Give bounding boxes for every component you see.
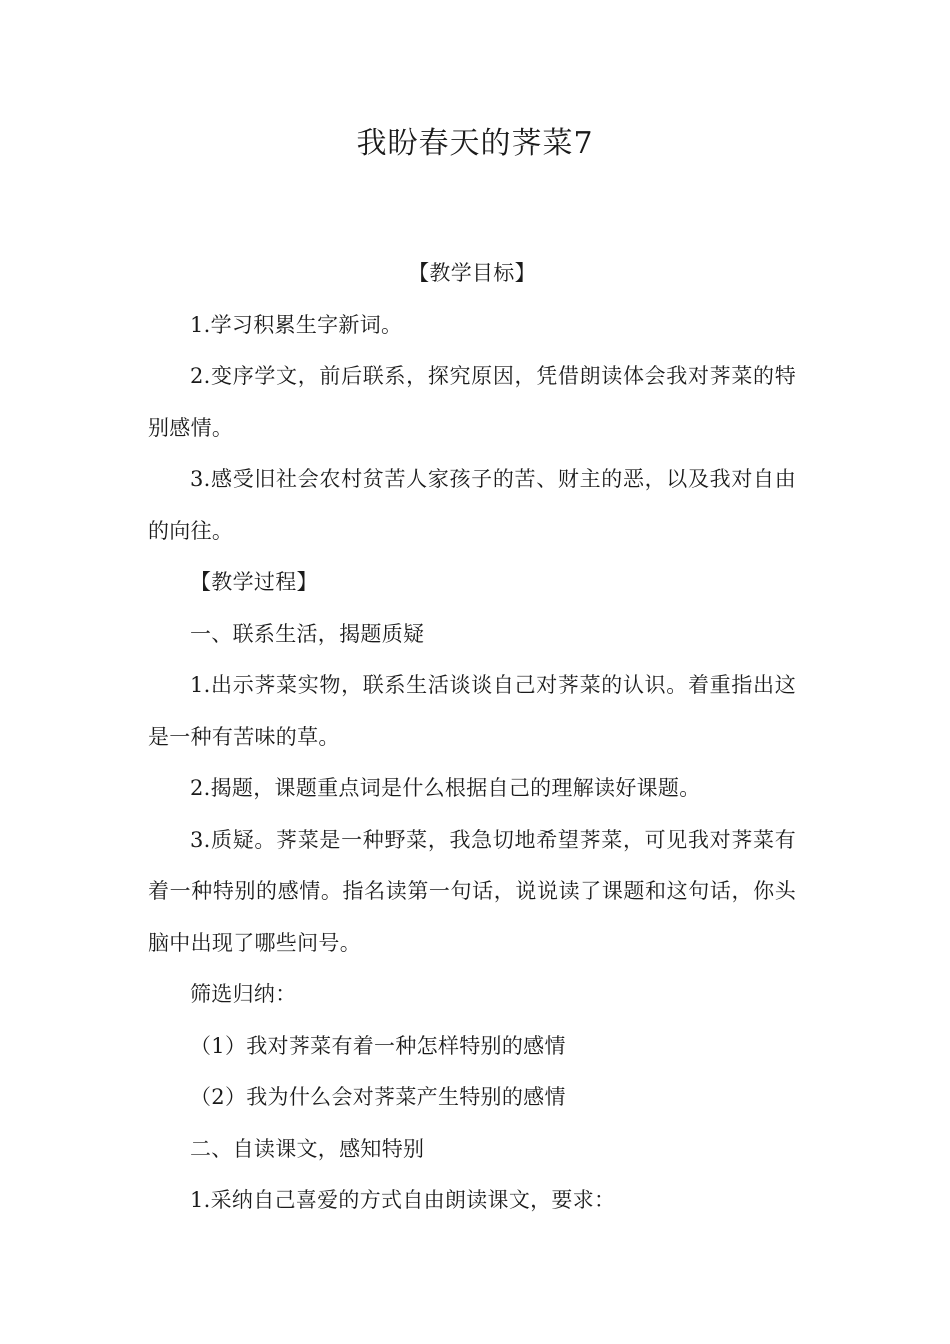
paragraph: 3.质疑。荠菜是一种野菜，我急切地希望荠菜，可见我对荠菜有着一种特别的感情。指名读第一句话，说说读了课题和这句话，你头脑中出现了哪些问号。 [148, 827, 796, 955]
list-item: （1）我对荠菜有着一种怎样特别的感情 [190, 1033, 566, 1058]
paragraph: 1.学习积累生字新词。 [190, 312, 403, 337]
document-body [148, 248, 796, 1227]
document-title: 我盼春天的荠菜7 [356, 126, 594, 161]
paragraph: 2.揭题，课题重点词是什么根据自己的理解读好课题。 [190, 776, 701, 800]
paragraph: 2.变序学文，前后联系，探究原因，凭借朗读体会我对荠菜的特别感情。 [148, 364, 796, 440]
paragraph: 3.感受旧社会农村贫苦人家孩子的苦、财主的恶，以及我对自由的向往。 [148, 467, 796, 543]
paragraph: 1.出示荠菜实物，联系生活谈谈自己对荠菜的认识。着重指出这是一种有苦味的草。 [148, 673, 796, 749]
paragraph: 1.采纳自己喜爱的方式自由朗读课文，要求： [190, 1188, 616, 1212]
subsection-heading: 二、自读课文，感知特别 [190, 1136, 425, 1161]
section-heading-process: 【教学过程】 [190, 570, 318, 594]
section-heading-objectives: 【教学目标】 [408, 261, 536, 285]
list-item: （2）我为什么会对荠菜产生特别的感情 [190, 1085, 566, 1109]
paragraph: 筛选归纳： [190, 982, 297, 1006]
subsection-heading: 一、联系生活，揭题质疑 [190, 621, 425, 646]
